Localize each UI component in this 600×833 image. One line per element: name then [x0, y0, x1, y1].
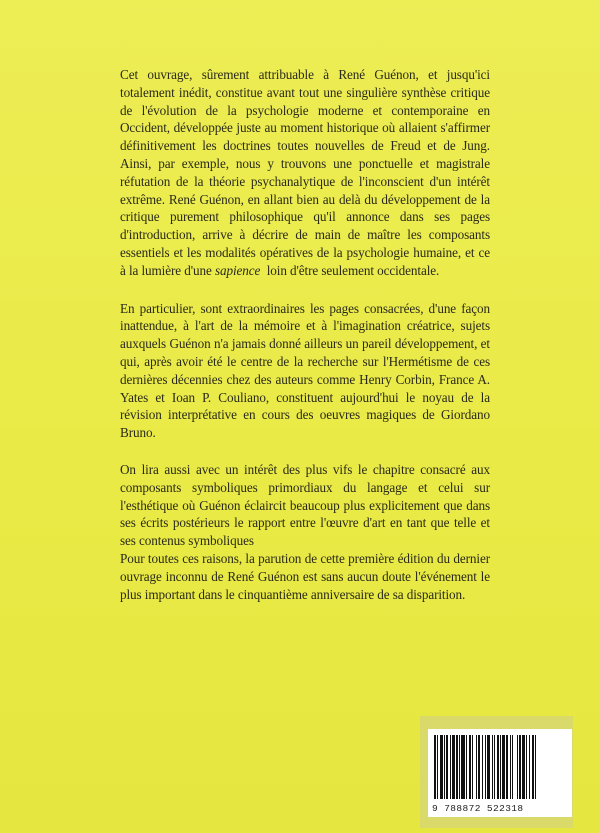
- barcode-bar: [472, 735, 473, 799]
- barcode-bar: [492, 735, 493, 799]
- barcode-bar: [476, 735, 477, 799]
- barcode-bar: [502, 735, 505, 799]
- barcode-bar: [526, 735, 527, 799]
- barcode-bar: [535, 735, 536, 799]
- paragraph-1-text: Cet ouvrage, sûrement attribuable à René Guénon, et jusqu'ici totalement inédit, constitue avant tout une singulière synthèse critique de l'évolution de la psychologie moderne et contemporaine en Occident, développée juste au moment historique où allaient s'affirmer définitivement les doctrines toutes nouvelles de Freud et de Jung. Ainsi, par exemple, nous y trouvons une ponctuelle et magistrale réfutation de la théorie psychanalytique de l'inconscient d'un intérêt extrême. René Guénon, en allant bien au delà du développement de la critique purement philosophique qu'il annonce dans ses pages d'introduction, arrive à décrire de main de maître les composants essentiels et les modalités opératives de la psychologie humaine, et ce à la lumière d'une: [120, 67, 490, 278]
- barcode-bar: [506, 735, 508, 799]
- barcode-bar: [482, 735, 483, 799]
- isbn-digits: 9 788872 522318: [432, 803, 524, 814]
- barcode-bar: [517, 735, 518, 799]
- blurb-text: [120, 66, 490, 603]
- barcode-bar: [522, 735, 525, 799]
- barcode-bar: [497, 735, 499, 799]
- barcode-bar: [459, 735, 460, 799]
- barcode-bar: [469, 735, 471, 799]
- barcode-bar: [494, 735, 495, 799]
- barcode-bar: [519, 735, 521, 799]
- barcode-bar: [478, 735, 480, 799]
- paragraph-4: Pour toutes ces raisons, la parution de cette première édition du dernier ouvrage inconnu de René Guénon est sans aucun doute l'événement le plus important dans le cinquantième anniversaire de sa disparition.: [120, 550, 490, 602]
- barcode-bar: [450, 735, 451, 799]
- barcode-icon: [432, 735, 570, 801]
- barcode-bar: [444, 735, 445, 799]
- barcode-bar: [487, 735, 490, 799]
- barcode-bar: [461, 735, 465, 799]
- paragraph-3: On lira aussi avec un intérêt des plus vifs le chapitre consacré aux composants symboliques primordiaux du langage et celui sur l'esthétique où Guénon éclaircit beaucoup plus explicitement que dans ses écrits postérieurs le rapport entre l'œuvre d'art en tant que telle et ses contenus symboliques: [120, 461, 490, 549]
- paragraph-1-tail: loin d'être seulement occidentale.: [266, 262, 440, 278]
- barcode-bar: [529, 735, 530, 799]
- barcode-bar: [512, 735, 513, 799]
- barcode-bar: [452, 735, 455, 799]
- barcode-bar: [434, 735, 436, 799]
- paragraph-1: [120, 66, 490, 280]
- barcode-bar: [446, 735, 448, 799]
- barcode-bar: [440, 735, 443, 799]
- barcode-bar: [510, 735, 511, 799]
- italic-word: sapience: [214, 262, 261, 278]
- paragraph-2: En particulier, sont extraordinaires les pages consacrées, d'une façon inattendue, à l'art de la mémoire et à l'imagination créatrice, sujets auxquels Guénon n'a jamais donné ailleurs un pareil développement, et qui, après avoir été le centre de la recherche sur l'Hermétisme de ces dernières décennies chez des auteurs comme Henry Corbin, France A. Yates et Ioan P. Couliano, constituent aujourd'hui le noyau de la révision interprétative en cours des oeuvres magiques de Giordano Bruno.: [120, 300, 490, 441]
- barcode-bar: [485, 735, 486, 799]
- barcode-bar: [532, 735, 534, 799]
- barcode-bar: [437, 735, 438, 799]
- barcode-bar: [500, 735, 501, 799]
- barcode-bar: [466, 735, 467, 799]
- barcode-bar: [456, 735, 458, 799]
